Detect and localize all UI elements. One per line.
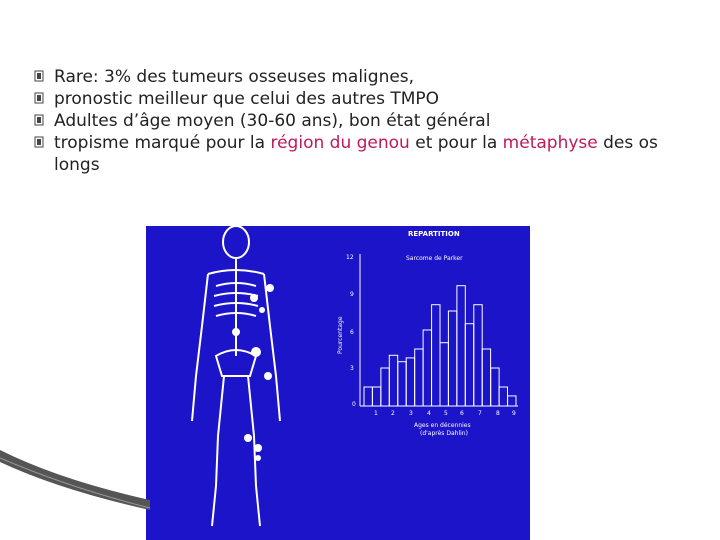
bullet-text: Rare: 3% des tumeurs osseuses malignes, [54, 67, 415, 87]
bullet-text-mid: et pour la [409, 133, 503, 153]
histogram-bar [448, 311, 456, 406]
chart-title: REPARTITION [408, 230, 460, 238]
skeleton-distribution-figure [146, 226, 530, 540]
bullet-text: pronostic meilleur que celui des autres TMPO [54, 89, 440, 109]
x-tick-label: 4 [427, 410, 431, 417]
highlight-knee-region: région du genou [270, 133, 410, 153]
x-tick-label: 1 [374, 410, 378, 417]
y-tick-label: 0 [352, 401, 356, 408]
histogram-bar [440, 343, 448, 406]
x-tick-label: 9 [512, 410, 516, 417]
x-tick-label: 8 [496, 410, 500, 417]
bullet-item [34, 66, 694, 88]
x-tick-label: 7 [478, 410, 482, 417]
histogram-bar [491, 368, 499, 406]
histogram-bar [508, 396, 516, 406]
four-point-diamond-icon [34, 70, 44, 82]
histogram-bar [364, 387, 372, 406]
four-point-diamond-icon [34, 136, 44, 148]
histogram-bar [381, 368, 389, 406]
bullet-text: Adultes d’âge moyen (30-60 ans), bon état général [54, 111, 491, 131]
figure-svg [146, 226, 530, 540]
histogram-bar [406, 358, 414, 406]
four-point-diamond-icon [34, 114, 44, 126]
bullet-item [34, 88, 694, 110]
histogram-bar [482, 349, 490, 406]
histogram-bar [465, 324, 473, 406]
y-tick-label: 3 [350, 365, 354, 372]
y-axis-label: Pourcentage [337, 316, 344, 354]
bullet-text-post: des os longs [54, 133, 658, 175]
histogram-bar [389, 355, 397, 406]
bullet-item [34, 132, 694, 176]
histogram-bar [499, 387, 507, 406]
histogram-bar [415, 349, 423, 406]
bullet-item [34, 110, 694, 132]
x-tick-label: 5 [444, 410, 448, 417]
histogram-bar [457, 286, 465, 406]
y-tick-label: 9 [350, 291, 354, 298]
highlight-metaphysis: métaphyse [502, 133, 598, 153]
histogram-bar [372, 387, 380, 406]
histogram-bar [398, 362, 406, 406]
histogram-bars [364, 286, 516, 406]
chart-subtitle: Sarcome de Parker [406, 255, 463, 262]
histogram-bar [432, 305, 440, 406]
x-tick-label: 2 [391, 410, 395, 417]
x-tick-label: 6 [460, 410, 464, 417]
four-point-diamond-icon [34, 92, 44, 104]
x-tick-label: 3 [409, 410, 413, 417]
y-tick-label: 12 [346, 254, 354, 261]
corner-decoration [0, 450, 150, 540]
histogram-bar [474, 305, 482, 406]
x-axis-note: (d'après Dahlin) [420, 430, 468, 437]
y-tick-label: 6 [350, 329, 354, 336]
bullet-text-pre: tropisme marqué pour la [54, 133, 271, 153]
bullet-list [34, 66, 694, 176]
x-axis-label: Ages en décennies [414, 422, 471, 429]
histogram-bar [423, 330, 431, 406]
